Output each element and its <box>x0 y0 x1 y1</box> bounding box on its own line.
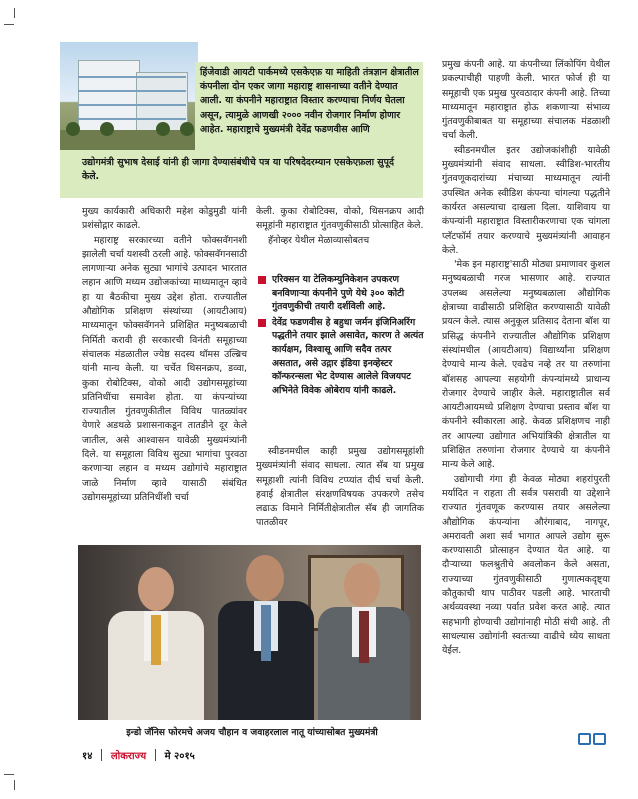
issue-date: मे २०१५ <box>164 751 195 762</box>
bullet-item <box>256 316 424 398</box>
paragraph: स्वीडनमधील काही प्रमुख उद्योगसमूहांशी मुख्यमंत्र्यांनी संवाद साधला. त्यात सॅब या प्रमुख समूहाशी त्यांनी विविध टप्प्यांत दीर्घ चर्चा केली. हवाई क्षेत्रातील संरक्षणविषयक उपकरणे तसेच लढाऊ विमाने निर्मितीक्षेत्रातील सॅब ही जागतिक पातळीवर <box>256 446 424 529</box>
building-photo <box>60 42 198 150</box>
paragraph: केली. कुका रोबोटिक्स, वोको, थिसनक्रप आदी समूहांनी महाराष्ट्रात गुंतवणुकीसाठी प्रोत्साहित केले. <box>256 206 424 232</box>
highlight-bullets <box>256 273 424 399</box>
article-end-icon <box>578 733 591 745</box>
paragraph: स्वीडनमधील इतर उद्योजकांशीही यावेळी मुख्यमंत्र्यांनी संवाद साधला. स्वीडिश-भारतीय गुंतवणूकदारांच्या मंचाच्या माध्यमातून त्यांनी उपस्थित अनेक स्वीडिश कंपन्या चांगल्या पद्धतीने कार्यरत असल्याचा दाखला दिला. याशिवाय या कंपन्यांनी महाराष्ट्रात विस्तारीकरणाचा एक चांगला प्लॅटफॉर्म तयार करण्याचे मुख्यमंत्र्यांनी आवाहन केले. <box>442 144 610 256</box>
crop-mark <box>14 780 15 790</box>
magazine-name: लोकराज्य <box>110 751 147 762</box>
paragraph: 'मेक इन महाराष्ट्र'साठी मोठ्या प्रमाणावर कुशल मनुष्यबळाची गरज भासणार आहे. राज्यात उपलब्ध असलेल्या मनुष्यबळाला औद्योगिक क्षेत्राच्या वाढीसाठी प्रशिक्षित करण्यासाठी यावेळी प्रयत्न केले. त्यास अनुकूल प्रतिसाद देताना बॉश या प्रसिद्ध कंपनीने राज्यातील औद्योगिक प्रशिक्षण संस्थांमधील (आयटीआय) विद्यार्थ्यांना प्रशिक्षण देण्याचे मान्य केले. एवढेच नव्हे तर या तरुणांना बॉशसह आपल्या सहयोगी कंपन्यांमध्ये प्राधान्य रोजगार देण्याचे जाहीर केले. महाराष्ट्रातील सर्व आयटीआयमध्ये प्रशिक्षण देण्याचा प्रस्ताव बॉश या कंपनीने स्वीकारला आहे. केवळ प्रशिक्षणच नाही तर आपल्या उद्योगात अभियांत्रिकी क्षेत्रातील या प्रशिक्षित तरुणांना रोजगार देण्याचे या कंपनीने मान्य केले आहे. <box>442 259 610 471</box>
crop-mark <box>4 774 14 775</box>
photo-caption: इन्डो जॅनिस फोरमचे अजय चौहान व जवाहरलाल नातू यांच्यासोबत मुख्यमंत्री <box>126 727 378 738</box>
paragraph: उद्योगाची गंगा ही केवळ मोठ्या शहरांपुरती मर्यादित न राहता ती सर्वत्र पसरावी या उद्देशाने राज्यात गुंतवणूक करण्यास तयार असलेल्या औद्योगिक कंपन्यांना औरंगाबाद, नागपूर, अमरावती अशा सर्व भागात आपले उद्योग सुरू करण्यासाठी प्रोत्साहन देण्यात येत आहे. या दौऱ्याच्या फलश्रुतीचे अवलोकन केले असता, राज्याच्या गुंतवणुकीसाठी गुणात्मकदृष्ट्या कौतुकाची थाप पाठीवर पडली आहे. भारताची अर्थव्यवस्था नव्या पर्वात प्रवेश करत आहे. त्यात सहभागी होण्याची उद्योगांनाही मोठी संधी आहे. ती साधल्यास उद्योगांनी स्वतःच्या वाढीचे ध्येय साधता येईल. <box>442 473 610 657</box>
article-column-1 <box>82 205 247 505</box>
paragraph: महाराष्ट्र सरकारच्या वतीने फोक्सवॅगनशी झालेली चर्चा यशस्वी ठरली आहे. फोक्सवॅगनसाठी लागणाऱ्या अनेक सुट्या भागांचे उत्पादन भारतात लहान आणि मध्यम उद्योजकांच्या माध्यमातून व्हावे हा या बैठकीचा मुख्य उद्देश होता. राज्यातील औद्योगिक प्रशिक्षण संस्थांच्या (आयटीआय) माध्यमातून फोक्सवॅगनने प्रशिक्षित मनुष्यबळाची निर्मिती करावी ही सरकारची विनंती समूहाच्या संचालक मंडळातील ज्येष्ठ सदस्य थॉमस उल्ब्रिच यांनी मान्य केली. या चर्चेत थिसनक्रप, डव्वा, कुका रोबोटिक्स, वोको आदी उद्योगसमूहांच्या प्रतिनिधींचा समावेश होता. या कंपन्यांच्या राज्यातील गुंतवणुकीतील विविध पातळ्यांवर येणारे अडथळे प्रशासनाकडून तातडीने दूर केले जातील, असे आश्वासन यावेळी मुख्यमंत्र्यांनी दिले. या समूहाला विविध सुट्या भागांचा पुरवठा करणाऱ्या लहान व मध्यम उद्योगांचे महाराष्ट्रात जाळे निर्माण व्हावे यासाठी संबंधित उद्योगसमूहांच्या प्रतिनिधींशी चर्चा <box>82 234 247 503</box>
crop-mark <box>14 8 15 18</box>
subheading: हॅनोव्हर येथील मेळाव्यासोबतच <box>268 234 370 246</box>
paragraph: मुख्य कार्यकारी अधिकारी महेश कोडुमुडी यांनी प्रशंसोद्गार काढले. <box>82 206 247 232</box>
crop-mark <box>4 24 14 25</box>
page-footer <box>82 748 195 762</box>
bullet-text: एरिक्सन या टेलिकम्युनिकेशन उपकरण बनविणाऱ्या कंपनीने पुणे येथे ३०० कोटी गुंतवणुकीची तयारी दर्शविली आहे. <box>272 274 405 313</box>
article-end-icon <box>593 733 606 745</box>
article-column-2 <box>256 205 424 248</box>
group-photo <box>78 545 421 720</box>
footer-separator <box>101 749 103 761</box>
red-square-bullet-icon <box>258 319 266 327</box>
bullet-text: देवेंद्र फडणवीस हे बहुधा जर्मन इंजिनिअरिंग पद्धतीने तयार झाले असावेत, कारण ते अत्यंत कार्यक्षम, विश्वासू आणि सदैव तत्पर असतात, असे उद्गार इंडिया इनव्हेस्टर कॉन्फरन्सला भेट देण्यास आलेले विजयपट अभिनेते विवेक ओबेराय यांनी काढले. <box>272 316 424 396</box>
footer-separator <box>155 749 157 761</box>
paragraph: प्रमुख कंपनी आहे. या कंपनीच्या लिंकोपिंग येथील प्रकल्पाचीही पाहणी केली. भारत फोर्ज ही या समूहाची एक प्रमुख पुरवठादार कंपनी आहे. तिच्या माध्यमातून महाराष्ट्रात होऊ शकणाऱ्या संभाव्य गुंतवणुकीबाबत या समूहाच्या संचालक मंडळाशी चर्चा केली. <box>442 59 610 142</box>
lead-paragraph-continued: उद्योगमंत्री सुभाष देसाई यांनी ही जागा देण्यासंबंधीचे पत्र या परिषदेदरम्यान एसकेएफ़ला सुपूर्द केले. <box>82 157 394 183</box>
article-column-2-continued <box>256 445 424 531</box>
page-number: १४ <box>82 751 93 762</box>
lead-paragraph: हिंजेवाडी आयटी पार्कमध्ये एसकेएफ़ या माहिती तंत्रज्ञान क्षेत्रातील कंपनीला दोन एकर जागा महाराष्ट्र शासनाच्या वतीने देण्यात आली. या कंपनीने महाराष्ट्रात विस्तार करण्याचा निर्णय घेतला असून, त्यामुळे आणखी २००० नवीन रोजगार निर्माण होणार आहेत. महाराष्ट्राचे मुख्यमंत्री देवेंद्र फडणवीस आणि <box>200 67 419 135</box>
red-square-bullet-icon <box>258 276 266 284</box>
article-column-3 <box>442 58 610 658</box>
bullet-item <box>256 273 424 314</box>
